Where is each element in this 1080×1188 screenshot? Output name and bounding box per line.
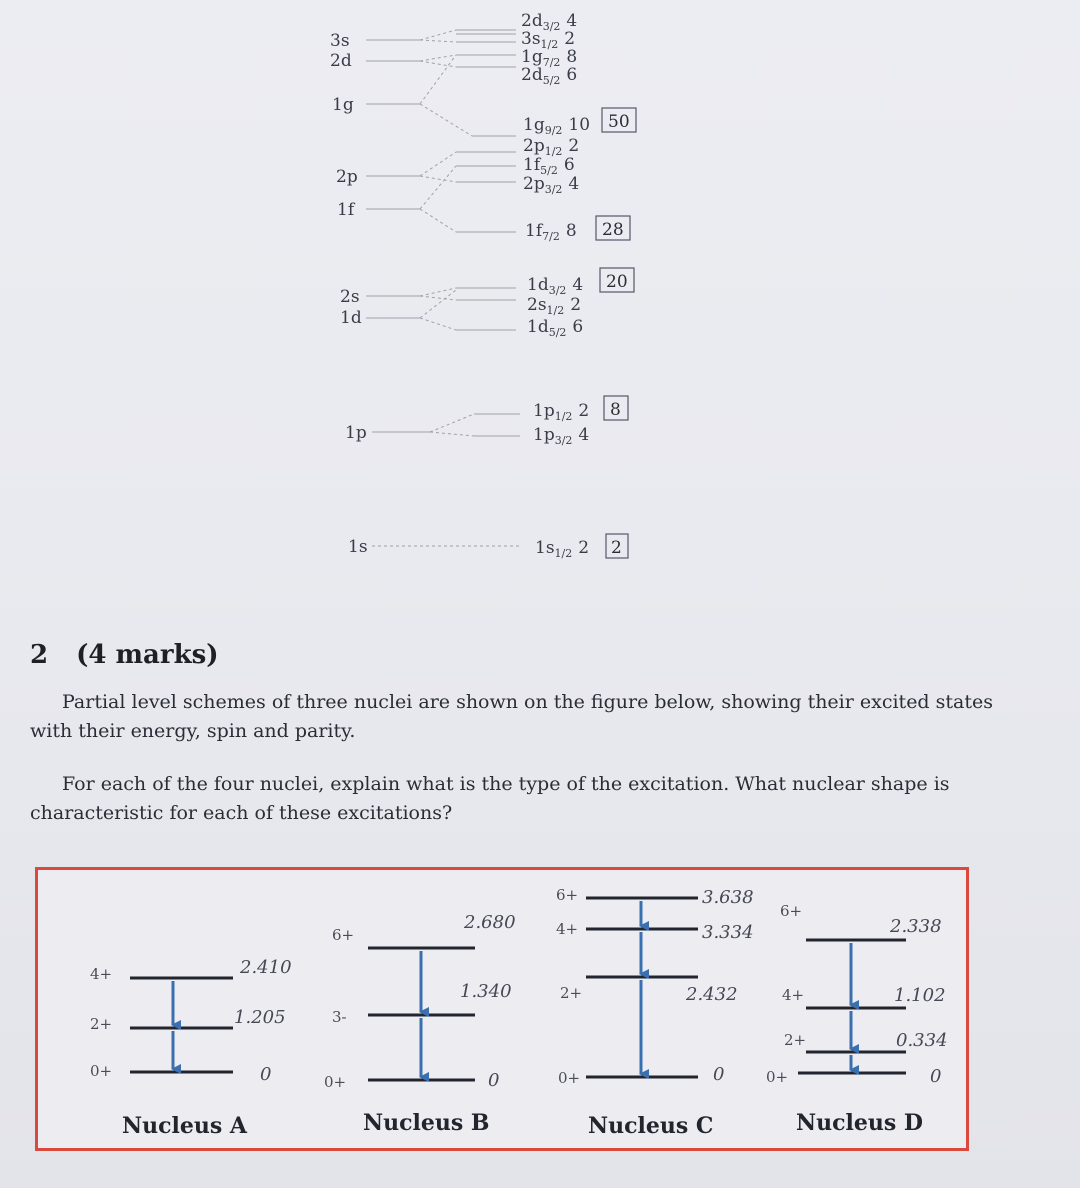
energy-label: 2.432 (686, 984, 738, 1005)
level-label: $1f_{7/2}$ 8 (525, 221, 577, 243)
spin-label: 0+ (324, 1073, 347, 1091)
nucleus-a-label: Nucleus A (122, 1113, 247, 1139)
level-label: $1p_{3/2}$ 4 (533, 425, 590, 447)
spin-label: 2+ (90, 1015, 113, 1033)
magic-number-box: 2 (611, 538, 622, 558)
level-label: $2p_{3/2}$ 4 (523, 174, 580, 196)
spin-label: 4+ (556, 920, 579, 938)
level-label: $1d_{3/2}$ 4 (527, 275, 584, 297)
label-1p: 1p (345, 423, 367, 443)
spin-label: 6+ (780, 902, 803, 920)
label-1s: 1s (348, 537, 368, 557)
spin-label: 2+ (784, 1031, 807, 1049)
energy-label: 3.334 (702, 922, 754, 943)
nucleus-b-label: Nucleus B (363, 1110, 490, 1136)
nucleus-d-label: Nucleus D (796, 1110, 923, 1136)
level-label: $2d_{3/2}$ 4 (521, 11, 578, 33)
question-heading (30, 640, 1030, 670)
energy-label: 1.205 (234, 1007, 286, 1028)
question-2 (30, 640, 1030, 828)
level-label: $3s_{1/2}$ 2 (521, 29, 576, 51)
energy-label: 1.102 (894, 985, 946, 1006)
magic-number-box: 28 (602, 220, 624, 240)
label-1f: 1f (337, 200, 355, 220)
energy-label: 0.334 (896, 1030, 948, 1051)
spin-label: 0+ (558, 1069, 581, 1087)
energy-label: 0 (260, 1064, 272, 1085)
level-label: $2p_{1/2}$ 2 (523, 136, 580, 158)
level-label: $1p_{1/2}$ 2 (533, 401, 590, 423)
label-2s: 2s (340, 287, 360, 307)
level-schemes-svg (38, 870, 966, 1148)
level-label: $2s_{1/2}$ 2 (527, 295, 582, 317)
level-label: $1s_{1/2}$ 2 (535, 538, 590, 560)
question-paragraph: Partial level schemes of three nuclei are shown on the figure below, showing their excited states with their energy, spin and parity. (30, 691, 993, 742)
label-2p: 2p (336, 167, 358, 187)
magic-number-box: 20 (606, 272, 628, 292)
level-label: $1g_{7/2}$ 8 (521, 47, 578, 69)
spin-label: 2+ (560, 984, 583, 1002)
energy-label: 0 (488, 1070, 500, 1091)
energy-label: 0 (930, 1066, 942, 1087)
magic-number-box: 8 (610, 400, 621, 420)
spin-label: 4+ (90, 965, 113, 983)
magic-number-box: 50 (608, 112, 630, 132)
spin-label: 0+ (90, 1062, 113, 1080)
level-schemes-figure (35, 867, 969, 1151)
energy-label: 2.338 (890, 916, 942, 937)
label-3s: 3s (330, 31, 350, 51)
spin-label: 4+ (782, 986, 805, 1004)
label-1g: 1g (332, 95, 354, 115)
label-1d: 1d (340, 308, 362, 328)
label-2d: 2d (330, 51, 352, 71)
energy-label: 0 (713, 1064, 725, 1085)
question-marks: (4 marks) (76, 640, 219, 670)
level-label: $1d_{5/2}$ 6 (527, 317, 584, 339)
question-number: 2 (30, 640, 49, 670)
spin-label: 0+ (766, 1068, 789, 1086)
spin-label: 6+ (556, 886, 579, 904)
question-paragraph: For each of the four nuclei, explain what is the type of the excitation. What nuclear shape is characteristic for each of these excitations? (30, 773, 950, 824)
spin-label: 6+ (332, 926, 355, 944)
level-label: $1g_{9/2}$ 10 (523, 115, 591, 137)
spin-label: 3- (332, 1008, 347, 1026)
level-label: $1f_{5/2}$ 6 (523, 155, 575, 177)
energy-label: 2.680 (464, 912, 516, 933)
nucleus-c-label: Nucleus C (588, 1113, 714, 1139)
energy-label: 1.340 (460, 981, 512, 1002)
energy-label: 2.410 (240, 957, 292, 978)
energy-label: 3.638 (702, 887, 754, 908)
level-label: $2d_{5/2}$ 6 (521, 65, 578, 87)
